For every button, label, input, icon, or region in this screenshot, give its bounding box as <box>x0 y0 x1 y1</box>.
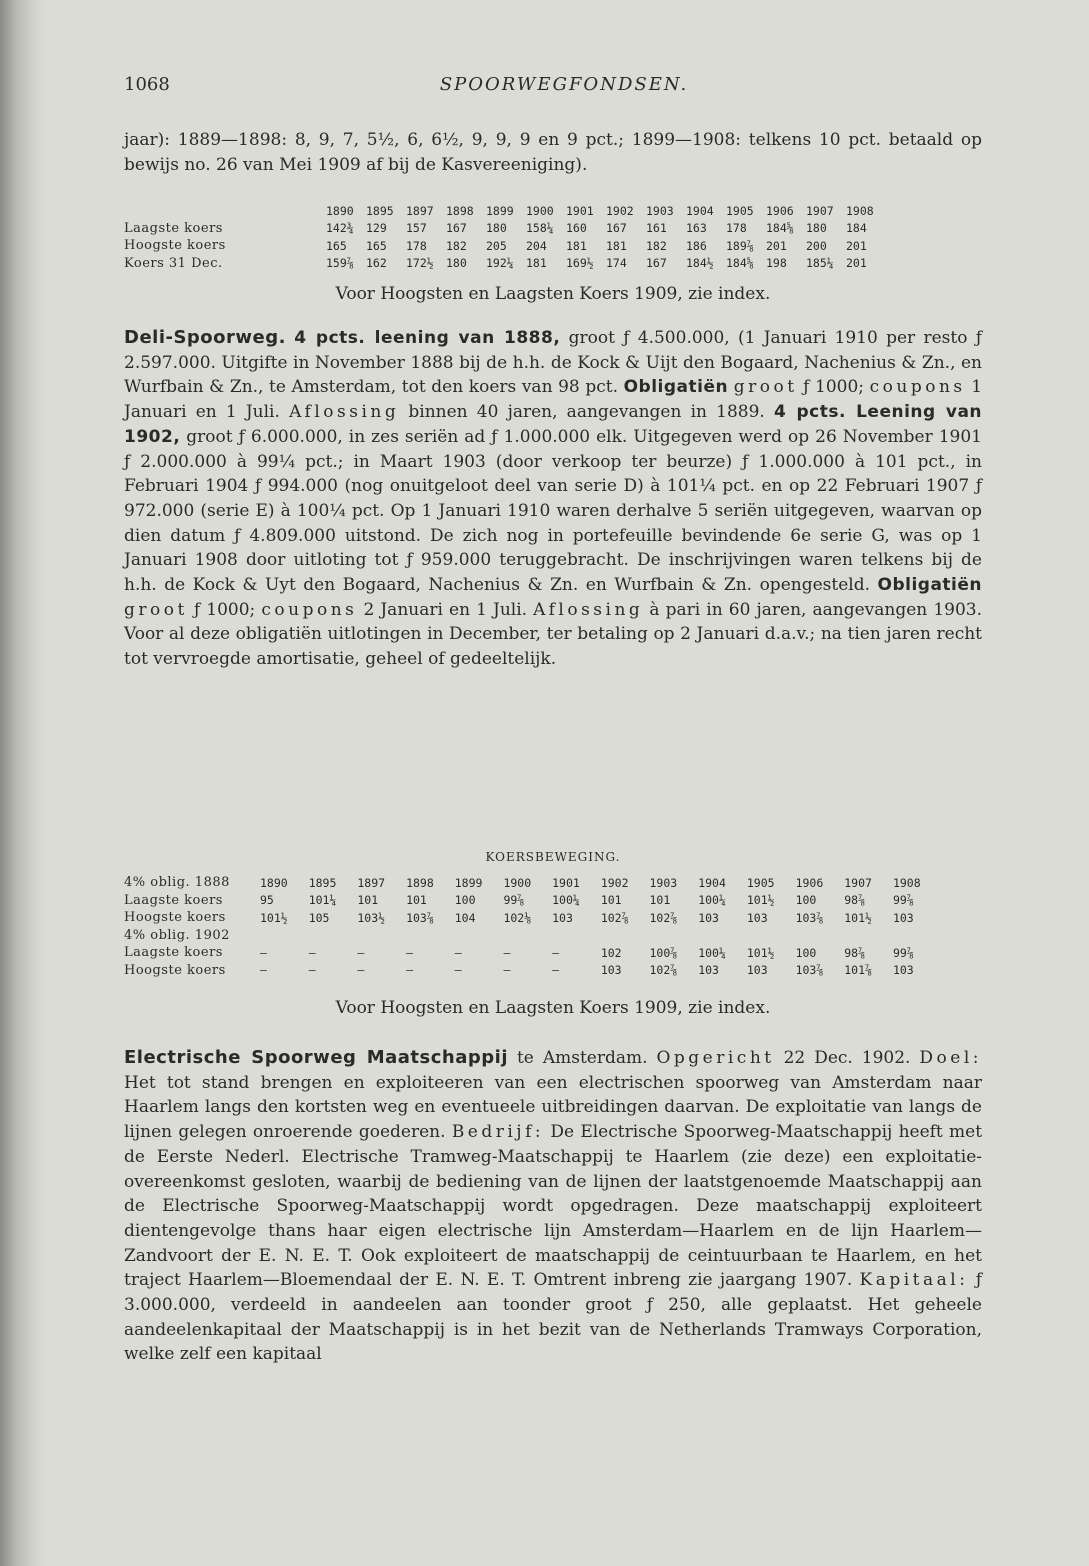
value-cell: — <box>308 963 316 978</box>
value-cell: — <box>503 945 511 960</box>
value-cell: 100 <box>454 893 476 908</box>
year-cell: 1898 <box>406 875 434 890</box>
aflossing-label-2: Aflossing <box>533 599 644 620</box>
value-cell: 98⅞ <box>844 893 866 908</box>
year-cell: 1899 <box>454 875 483 890</box>
obligatien-label-1: Obligatiën <box>623 377 729 398</box>
koers-note-1: Voor Hoogsten en Laagsten Koers 1909, zie index. <box>335 284 771 304</box>
value-cell: 167 <box>606 221 627 236</box>
year-cell: 1902 <box>600 875 629 890</box>
value-cell: 184⅝ <box>726 256 754 271</box>
coupons-label-1: coupons <box>869 377 966 398</box>
value-cell: 165 <box>326 238 347 253</box>
value-cell: 98⅞ <box>844 945 866 960</box>
value-cell: 101¼ <box>308 893 337 908</box>
year-cell: 1901 <box>552 875 580 890</box>
running-title: SPOORWEGFONDSEN. <box>439 74 689 95</box>
value-cell: — <box>406 963 413 978</box>
table-header-row <box>124 874 942 892</box>
aflossing-label-1: Aflossing <box>289 402 400 423</box>
deli-text-3: 1 Januari en 1 Juli. <box>124 377 983 423</box>
row-label: Laagste koers <box>124 945 223 961</box>
year-cell: 1905 <box>726 203 754 218</box>
year-cell: 1895 <box>308 875 337 890</box>
year-cell: 1901 <box>566 203 594 218</box>
value-cell: 205 <box>486 238 507 253</box>
year-cell: 1906 <box>795 875 824 890</box>
kapitaal-label: Kapitaal: <box>859 1270 969 1291</box>
value-cell: 100 <box>795 893 817 908</box>
value-cell: 105 <box>308 910 330 925</box>
year-cell: 1903 <box>649 875 678 890</box>
koers-note-2: Voor Hoogsten en Laagsten Koers 1909, zie index. <box>335 998 771 1018</box>
value-cell: 167 <box>646 256 667 271</box>
value-cell: — <box>357 945 365 960</box>
value-cell: 103 <box>892 963 914 978</box>
value-cell: 181 <box>526 256 547 271</box>
value-cell: — <box>308 945 316 960</box>
value-cell: 204 <box>526 238 547 253</box>
value-cell: 192¼ <box>486 256 514 271</box>
value-cell: 185¼ <box>806 256 834 271</box>
value-cell: 99⅞ <box>503 893 525 908</box>
value-cell: 101 <box>357 893 379 908</box>
value-cell: 180 <box>806 221 827 236</box>
obligatien-label-2: Obligatiën <box>877 575 983 596</box>
value-cell: 167 <box>446 221 467 236</box>
value-cell: 184 <box>846 221 867 236</box>
value-cell: 95 <box>260 893 274 908</box>
value-cell: — <box>454 945 462 960</box>
value-cell: 103½ <box>357 910 386 925</box>
value-cell: 102 <box>600 945 622 960</box>
year-cell: 1897 <box>406 203 434 218</box>
value-cell: 103 <box>892 910 914 925</box>
value-cell: 189⅞ <box>726 238 754 253</box>
year-cell: 1900 <box>526 203 554 218</box>
year-cell: 1908 <box>846 203 874 218</box>
value-cell: 169½ <box>566 256 594 271</box>
value-cell: 182 <box>446 238 467 253</box>
value-cell: 100¼ <box>698 893 726 908</box>
value-cell: 162 <box>366 256 387 271</box>
value-cell: 180 <box>486 221 507 236</box>
elec-text-5: ƒ 3.000.000, verdeeld in aandeelen aan toonder groot ƒ 250, alle geplaatst. Het geheele aandeelenkapitaal der Maatschappij is in het bezit van de Netherlands Tramways Corporation, welke zelf een kapitaal <box>124 1270 983 1365</box>
year-cell: 1897 <box>357 875 386 890</box>
value-cell: 100¼ <box>698 945 726 960</box>
value-cell: 157 <box>406 221 427 236</box>
sub-heading-row <box>124 927 942 945</box>
year-cell: 1898 <box>446 203 474 218</box>
groot-label-1: groot <box>733 377 798 398</box>
value-cell: 103⅞ <box>406 910 434 925</box>
value-cell: 103 <box>600 963 622 978</box>
page-number: 1068 <box>124 74 170 95</box>
oblig-1888-label: 4% oblig. 1888 <box>124 875 230 891</box>
value-cell: 101½ <box>260 910 288 925</box>
value-cell: 103 <box>698 910 719 925</box>
value-cell: 102⅞ <box>649 910 678 925</box>
value-cell: 201 <box>846 256 867 271</box>
value-cell: — <box>406 945 413 960</box>
deli-text-6: ƒ 1000; <box>193 599 256 620</box>
value-cell: 103⅞ <box>795 910 824 925</box>
opgericht-label: Opgericht <box>656 1048 775 1068</box>
value-cell: 101 <box>600 893 622 908</box>
value-cell: 163 <box>686 221 707 236</box>
table-row <box>124 962 942 980</box>
year-cell: 1907 <box>806 203 834 218</box>
table-row <box>124 237 886 255</box>
value-cell: 160 <box>566 221 587 236</box>
value-cell: 99⅞ <box>892 893 914 908</box>
value-cell: 103 <box>746 910 768 925</box>
year-cell: 1890 <box>326 203 354 218</box>
page-header <box>124 74 1004 102</box>
row-label: Laagste koers <box>124 220 223 236</box>
value-cell: — <box>552 945 560 960</box>
year-cell: 1904 <box>686 203 714 218</box>
value-cell: 103⅞ <box>795 963 824 978</box>
value-cell: 178 <box>406 238 427 253</box>
deli-company-name: Deli-Spoorweg. <box>124 327 286 348</box>
koers-table-deli-shares <box>124 202 886 272</box>
year-cell: 1890 <box>260 875 288 890</box>
deli-text-7: 2 Januari en 1 Juli. <box>363 599 528 620</box>
value-cell: — <box>260 945 267 960</box>
coupons-label-2: coupons <box>261 599 358 620</box>
elec-text-2: 22 Dec. 1902. <box>783 1048 911 1068</box>
value-cell: 198 <box>766 256 787 271</box>
binding-edge <box>0 0 46 1566</box>
header-spacer <box>124 202 326 220</box>
deli-text-2: ƒ 1000; <box>803 377 865 398</box>
value-cell: 172½ <box>406 256 434 271</box>
value-cell: 186 <box>686 238 707 253</box>
electrische-section <box>124 1046 982 1367</box>
value-cell: 178 <box>726 221 747 236</box>
value-cell: — <box>454 963 462 978</box>
year-cell: 1905 <box>746 875 775 890</box>
table-row <box>124 255 886 273</box>
value-cell: 101½ <box>746 893 775 908</box>
value-cell: — <box>503 963 511 978</box>
value-cell: 201 <box>766 238 787 253</box>
value-cell: 184½ <box>686 256 714 271</box>
value-cell: 103 <box>746 963 768 978</box>
row-label: Koers 31 Dec. <box>124 255 223 271</box>
year-cell: 1906 <box>766 203 794 218</box>
value-cell: 182 <box>646 238 667 253</box>
table-row <box>124 909 942 927</box>
value-cell: 101½ <box>844 910 872 925</box>
value-cell: — <box>357 963 365 978</box>
deli-text-5: groot ƒ 6.000.000, in zes seriën ad ƒ 1.000.000 elk. Uitgegeven werd op 26 November 1901 ƒ 2.000.000 à 99¼ pct.; in Maart 1903 (door verkoop ter beurze) ƒ 1.000.000 à 101 pct., in Februari 1904 ƒ 994.000 (nog onuitgeloot deel van serie D) à 101¼ pct. en op 22 Februari 1907 ƒ 972.000 (serie E) à 100¼ pct. Op 1 Januari 1910 waren derhalve 5 seriën uitgegeven, waarvan op dien datum ƒ 4.809.000 uitstond. De zich nog in portefeuille bevindende 6e serie G, was op 1 Januari 1908 door uitloting tot ƒ 959.000 teruggebracht. De inschrijvingen waren telkens bij de h.h. de Kock & Uyt den Bogaard, Nachenius & Zn. en Wurfbain & Zn. opengesteld. <box>124 426 982 596</box>
doel-label: Doel: <box>919 1048 982 1068</box>
value-cell: 101 <box>406 893 427 908</box>
value-cell: 100⅞ <box>649 945 678 960</box>
value-cell: 161 <box>646 221 667 236</box>
loan-heading-1902: 4 pcts. Leening van 1902, <box>124 402 983 447</box>
value-cell: 102⅞ <box>649 963 678 978</box>
value-cell: 129 <box>366 221 387 236</box>
row-label: Hoogste koers <box>124 238 226 254</box>
row-label: Hoogste koers <box>124 910 226 926</box>
year-cell: 1907 <box>844 875 872 890</box>
value-cell: 101½ <box>746 945 775 960</box>
groot-label-2: groot <box>124 599 188 620</box>
oblig-1902-label: 4% oblig. 1902 <box>124 927 230 943</box>
row-label: Hoogste koers <box>124 962 226 978</box>
year-cell: 1902 <box>606 203 634 218</box>
value-cell: 101⅞ <box>844 963 872 978</box>
value-cell: 159⅞ <box>326 256 354 271</box>
value-cell: 100¼ <box>552 893 580 908</box>
electrische-company-name: Electrische Spoorweg Maatschappij <box>124 1047 508 1068</box>
value-cell: 200 <box>806 238 827 253</box>
value-cell: 142¾ <box>326 221 354 236</box>
value-cell: — <box>260 963 267 978</box>
value-cell: 181 <box>606 238 627 253</box>
year-cell: 1895 <box>366 203 394 218</box>
elec-text-1: te Amsterdam. <box>516 1048 648 1068</box>
year-cell: 1900 <box>503 875 532 890</box>
elec-text-4: De Electrische Spoorweg-Maatschappij heeft met de Eerste Nederl. Electrische Tramweg-Maatschappij te Haarlem (zie deze) een exploitatie-overeenkomst gesloten, waarbij de bediening van de lijnen der laatstgenoemde Maatschappij aan de Electrische Spoorweg-Maatschappij wordt opgedragen. Deze maatschappij exploiteert dientengevolge thans haar eigen electrische lijn Amsterdam—Haarlem en de lijn Haarlem—Zandvoort der E. N. E. T. Ook exploiteert de maatschappij de ceintuurbaan te Haarlem, en het traject Haarlem—Bloemendaal der E. N. E. T. Omtrent inbreng zie jaargang 1907. <box>124 1122 983 1291</box>
value-cell: 102⅞ <box>600 910 629 925</box>
value-cell: 102⅛ <box>503 910 532 925</box>
elec-text-3: Het tot stand brengen en exploiteeren van een electrischen spoorweg van Amsterdam naar Haarlem langs den kortsten weg en eventueele uitbreidingen daarvan. De exploitatie van langs de lijnen gelegen onroerende goederen. <box>124 1072 982 1143</box>
value-cell: 103 <box>698 963 719 978</box>
deli-spoorweg-section <box>124 326 982 672</box>
bedrijf-label: Bedrijf: <box>451 1122 545 1143</box>
intro-paragraph: jaar): 1889—1898: 8, 9, 7, 5½, 6, 6½, 9, 9, 9 en 9 pct.; 1899—1908: telkens 10 pct. betaald op bewijs no. 26 van Mei 1909 af bij de Kasvereeniging). <box>124 130 982 175</box>
deli-text-4: binnen 40 jaren, aangevangen in 1889. <box>408 402 765 423</box>
value-cell: 174 <box>606 256 627 271</box>
value-cell: — <box>552 963 560 978</box>
deli-text-1: groot ƒ 4.500.000, (1 Januari 1910 per resto ƒ 2.597.000. Uitgifte in November 1888 bij de h.h. de Kock & Uijt den Bogaard, Nachenius & Zn., en Wurfbain & Zn., te Amsterdam, tot den koers van 98 pct. <box>124 328 983 398</box>
loan-heading-1888: 4 pcts. leening van 1888, <box>294 328 561 348</box>
value-cell: 181 <box>566 238 587 253</box>
value-cell: 99⅞ <box>892 945 914 960</box>
value-cell: 165 <box>366 238 387 253</box>
value-cell: 101 <box>649 893 671 908</box>
value-cell: 100 <box>795 945 817 960</box>
koersbeweging-caption: KOERSBEWEGING. <box>485 850 621 864</box>
table-row <box>124 220 886 238</box>
year-cell: 1899 <box>486 203 514 218</box>
deli-text-8: à pari in 60 jaren, aangevangen 1903. Voor al deze obligatiën uitlotingen in December, ter betaling op 2 Januari d.a.v.; na tien jaren recht tot vervroegde amortisatie, geheel of gedeeltelijk. <box>124 599 983 670</box>
year-cell: 1908 <box>892 875 921 890</box>
value-cell: 180 <box>446 256 467 271</box>
table-row <box>124 944 942 962</box>
value-cell: 184⅝ <box>766 221 794 236</box>
koers-table-deli-loans <box>124 874 942 979</box>
value-cell: 104 <box>454 910 476 925</box>
value-cell: 201 <box>846 238 867 253</box>
year-cell: 1904 <box>698 875 726 890</box>
table-header-row <box>124 202 886 220</box>
value-cell: 158¼ <box>526 221 554 236</box>
year-cell: 1903 <box>646 203 674 218</box>
table-row <box>124 892 942 910</box>
row-label: Laagste koers <box>124 892 223 908</box>
value-cell: 103 <box>552 910 573 925</box>
